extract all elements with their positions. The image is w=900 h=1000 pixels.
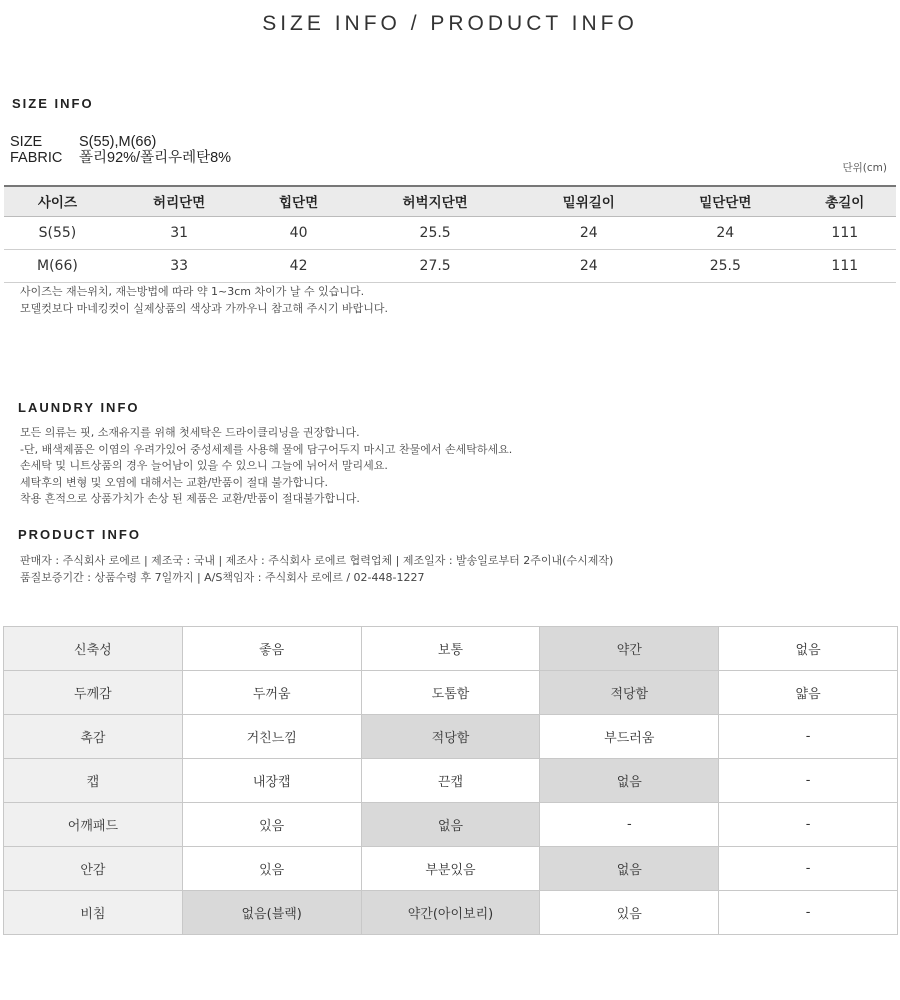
size-table: [4, 185, 896, 283]
detail-option-cell: 얇음: [719, 671, 898, 715]
detail-option-cell: -: [719, 759, 898, 803]
laundry-line: 세탁후의 변형 및 오염에 대해서는 교환/반품이 절대 불가합니다.: [20, 475, 328, 489]
product-info-line: 품질보증기간 : 상품수령 후 7일까지 | A/S책임자 : 주식회사 로에르 / 02-448-1227: [20, 570, 425, 584]
table-cell: S(55): [4, 216, 111, 249]
page-title: SIZE INFO / PRODUCT INFO: [262, 12, 638, 35]
detail-option-cell: 있음: [182, 803, 361, 847]
fabric-spec-row: [10, 150, 231, 167]
table-cell: 25.5: [350, 216, 521, 249]
size-table-header: 허리단면: [111, 186, 248, 216]
detail-row-label: 신축성: [4, 627, 183, 671]
detail-option-cell: 없음: [540, 847, 719, 891]
product-info-heading: PRODUCT INFO: [18, 527, 141, 542]
laundry-line: -단, 배색제품은 이염의 우려가있어 중성세제를 사용해 물에 담구어두지 마시고 찬물에서 손세탁하세요.: [20, 442, 513, 456]
detail-option-cell: -: [719, 715, 898, 759]
table-cell: 31: [111, 216, 248, 249]
detail-row: [4, 891, 898, 935]
detail-option-cell: 끈캡: [361, 759, 540, 803]
detail-row: [4, 715, 898, 759]
detail-option-cell: 없음: [719, 627, 898, 671]
table-row: [4, 249, 896, 282]
table-cell: M(66): [4, 249, 111, 282]
table-cell: 24: [520, 249, 657, 282]
size-notes: [20, 284, 388, 317]
detail-row-label: 비침: [4, 891, 183, 935]
detail-row: [4, 803, 898, 847]
fabric-label: FABRIC: [10, 150, 63, 166]
laundry-line: 착용 흔적으로 상품가치가 손상 된 제품은 교환/반품이 절대불가합니다.: [20, 492, 360, 505]
table-cell: 40: [247, 216, 349, 249]
detail-option-cell: 도톰함: [361, 671, 540, 715]
detail-option-cell: 약간: [540, 627, 719, 671]
detail-row-label: 두께감: [4, 671, 183, 715]
detail-option-cell: 없음: [361, 803, 540, 847]
detail-option-cell: 두꺼움: [182, 671, 361, 715]
unit-label: 단위(cm): [842, 162, 887, 174]
detail-option-cell: 보통: [361, 627, 540, 671]
detail-option-cell: 약간(아이보리): [361, 891, 540, 935]
detail-row-label: 어깨패드: [4, 803, 183, 847]
size-label: SIZE: [10, 134, 43, 150]
detail-option-cell: 있음: [182, 847, 361, 891]
product-info-line: 판매자 : 주식회사 로에르 | 제조국 : 국내 | 제조사 : 주식회사 로에르 협력업체 | 제조일자 : 발송일로부터 2주이내(수시제작): [20, 554, 614, 567]
detail-option-cell: 내장캡: [182, 759, 361, 803]
detail-row-label: 촉감: [4, 715, 183, 759]
size-table-header: 허벅지단면: [350, 186, 521, 216]
size-note-line: 사이즈는 재는위치, 재는방법에 따라 약 1~3cm 차이가 날 수 있습니다.: [20, 285, 365, 298]
table-cell: 111: [794, 216, 896, 249]
product-info-text: [20, 553, 613, 586]
table-row: [4, 216, 896, 249]
size-table-header-row: [4, 186, 896, 216]
detail-row: [4, 671, 898, 715]
detail-row: [4, 759, 898, 803]
detail-option-cell: -: [540, 803, 719, 847]
laundry-line: 손세탁 및 니트상품의 경우 늘어남이 있을 수 있으니 그늘에 뉘어서 말리세요.: [20, 459, 388, 472]
table-cell: 24: [657, 216, 794, 249]
size-note-line: 모델컷보다 마네킹컷이 실제상품의 색상과 가까우니 참고해 주시기 바랍니다.: [20, 301, 389, 315]
detail-option-cell: 거친느낌: [182, 715, 361, 759]
laundry-info-text: [20, 425, 512, 508]
detail-option-cell: 없음: [540, 759, 719, 803]
product-detail-table: [3, 626, 898, 935]
size-info-heading: SIZE INFO: [12, 96, 94, 111]
size-table-header: 밑단단면: [657, 186, 794, 216]
fabric-value: 폴리92%/폴리우레탄8%: [79, 150, 232, 166]
table-cell: 27.5: [350, 249, 521, 282]
detail-option-cell: 좋음: [182, 627, 361, 671]
detail-option-cell: -: [719, 891, 898, 935]
size-table-header: 총길이: [794, 186, 896, 216]
detail-option-cell: -: [719, 847, 898, 891]
detail-row-label: 캡: [4, 759, 183, 803]
size-value: S(55),M(66): [79, 134, 157, 150]
detail-option-cell: -: [719, 803, 898, 847]
laundry-info-heading: LAUNDRY INFO: [18, 400, 140, 415]
size-table-header: 힙단면: [247, 186, 349, 216]
detail-option-cell: 없음(블랙): [182, 891, 361, 935]
table-cell: 25.5: [657, 249, 794, 282]
detail-row: [4, 847, 898, 891]
detail-option-cell: 적당함: [540, 671, 719, 715]
table-cell: 42: [247, 249, 349, 282]
detail-option-cell: 있음: [540, 891, 719, 935]
detail-option-cell: 부분있음: [361, 847, 540, 891]
table-cell: 24: [520, 216, 657, 249]
size-table-header: 밑위길이: [520, 186, 657, 216]
table-cell: 111: [794, 249, 896, 282]
detail-row-label: 안감: [4, 847, 183, 891]
detail-option-cell: 부드러움: [540, 715, 719, 759]
laundry-line: 모든 의류는 핏, 소재유지를 위해 첫세탁은 드라이클리닝을 권장합니다.: [20, 426, 360, 439]
size-table-header: 사이즈: [4, 186, 111, 216]
table-cell: 33: [111, 249, 248, 282]
size-spec-row: [10, 134, 156, 151]
detail-option-cell: 적당함: [361, 715, 540, 759]
detail-row: [4, 627, 898, 671]
